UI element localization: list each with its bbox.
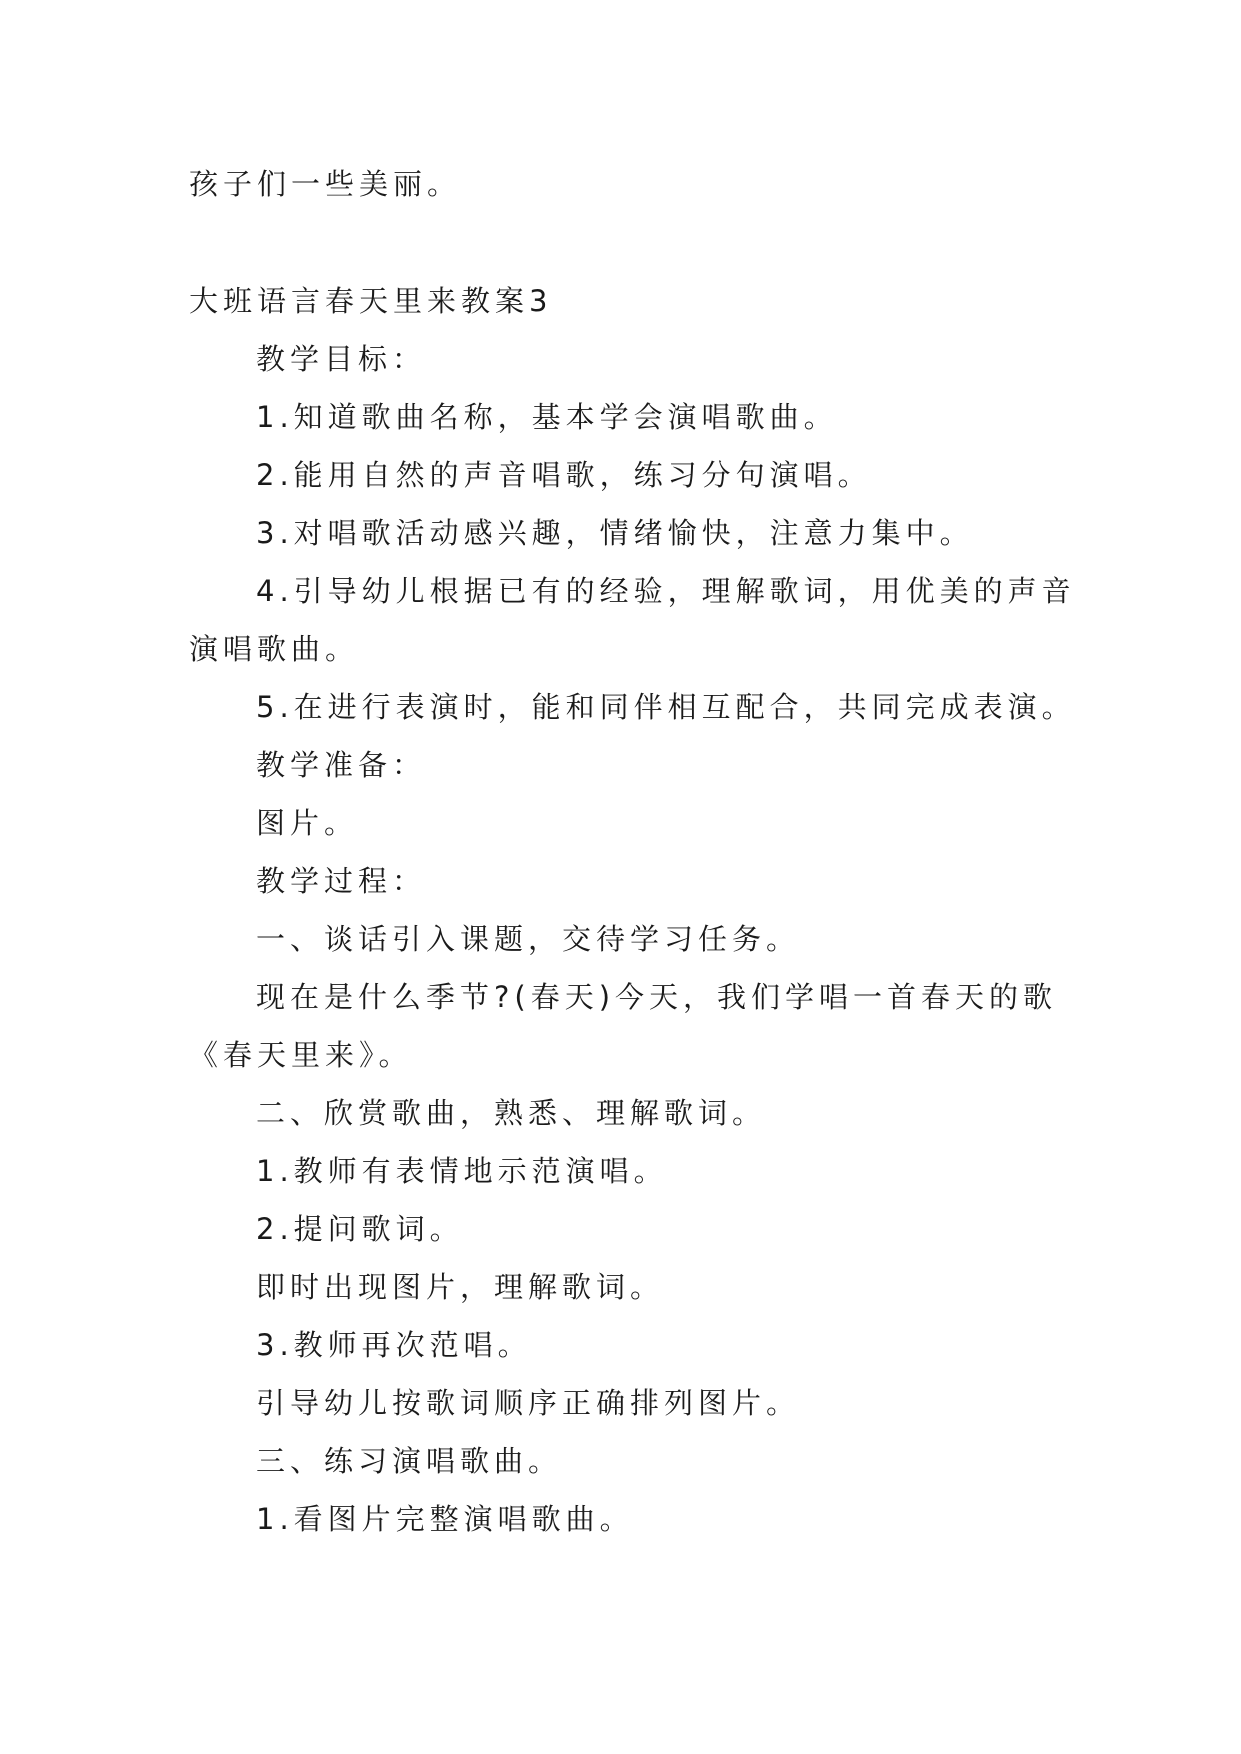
goal-item-1: 1.知道歌曲名称，基本学会演唱歌曲。 (256, 400, 838, 434)
heading-teaching-goals: 教学目标： (256, 342, 427, 376)
goal-item-4-continued: 演唱歌曲。 (189, 632, 360, 666)
process-step-2: 二、欣赏歌曲，熟悉、理解歌词。 (256, 1096, 767, 1130)
goal-item-3: 3.对唱歌活动感兴趣，情绪愉快，注意力集中。 (256, 516, 974, 550)
preparation-item: 图片。 (256, 806, 359, 840)
process-paragraph: 即时出现图片，理解歌词。 (256, 1270, 665, 1304)
process-paragraph-continued: 《春天里来》。 (189, 1038, 413, 1072)
goal-item-4: 4.引导幼儿根据已有的经验，理解歌词，用优美的声音 (256, 574, 1076, 608)
section-title: 大班语言春天里来教案3 (189, 284, 553, 318)
process-substep: 3.教师再次范唱。 (256, 1328, 532, 1362)
heading-teaching-preparation: 教学准备： (256, 748, 427, 782)
process-step-3: 三、练习演唱歌曲。 (256, 1444, 563, 1478)
process-substep: 2.提问歌词。 (256, 1212, 464, 1246)
process-substep: 1.教师有表情地示范演唱。 (256, 1154, 668, 1188)
paragraph-continuation: 孩子们一些美丽。 (189, 167, 462, 201)
process-step-1: 一、谈话引入课题，交待学习任务。 (256, 922, 801, 956)
process-paragraph: 引导幼儿按歌词顺序正确排列图片。 (256, 1386, 801, 1420)
goal-item-5: 5.在进行表演时，能和同伴相互配合，共同完成表演。 (256, 690, 1076, 724)
process-paragraph: 现在是什么季节?(春天)今天，我们学唱一首春天的歌 (256, 980, 1058, 1014)
goal-item-2: 2.能用自然的声音唱歌，练习分句演唱。 (256, 458, 872, 492)
heading-teaching-process: 教学过程： (256, 864, 427, 898)
process-substep: 1.看图片完整演唱歌曲。 (256, 1502, 634, 1536)
